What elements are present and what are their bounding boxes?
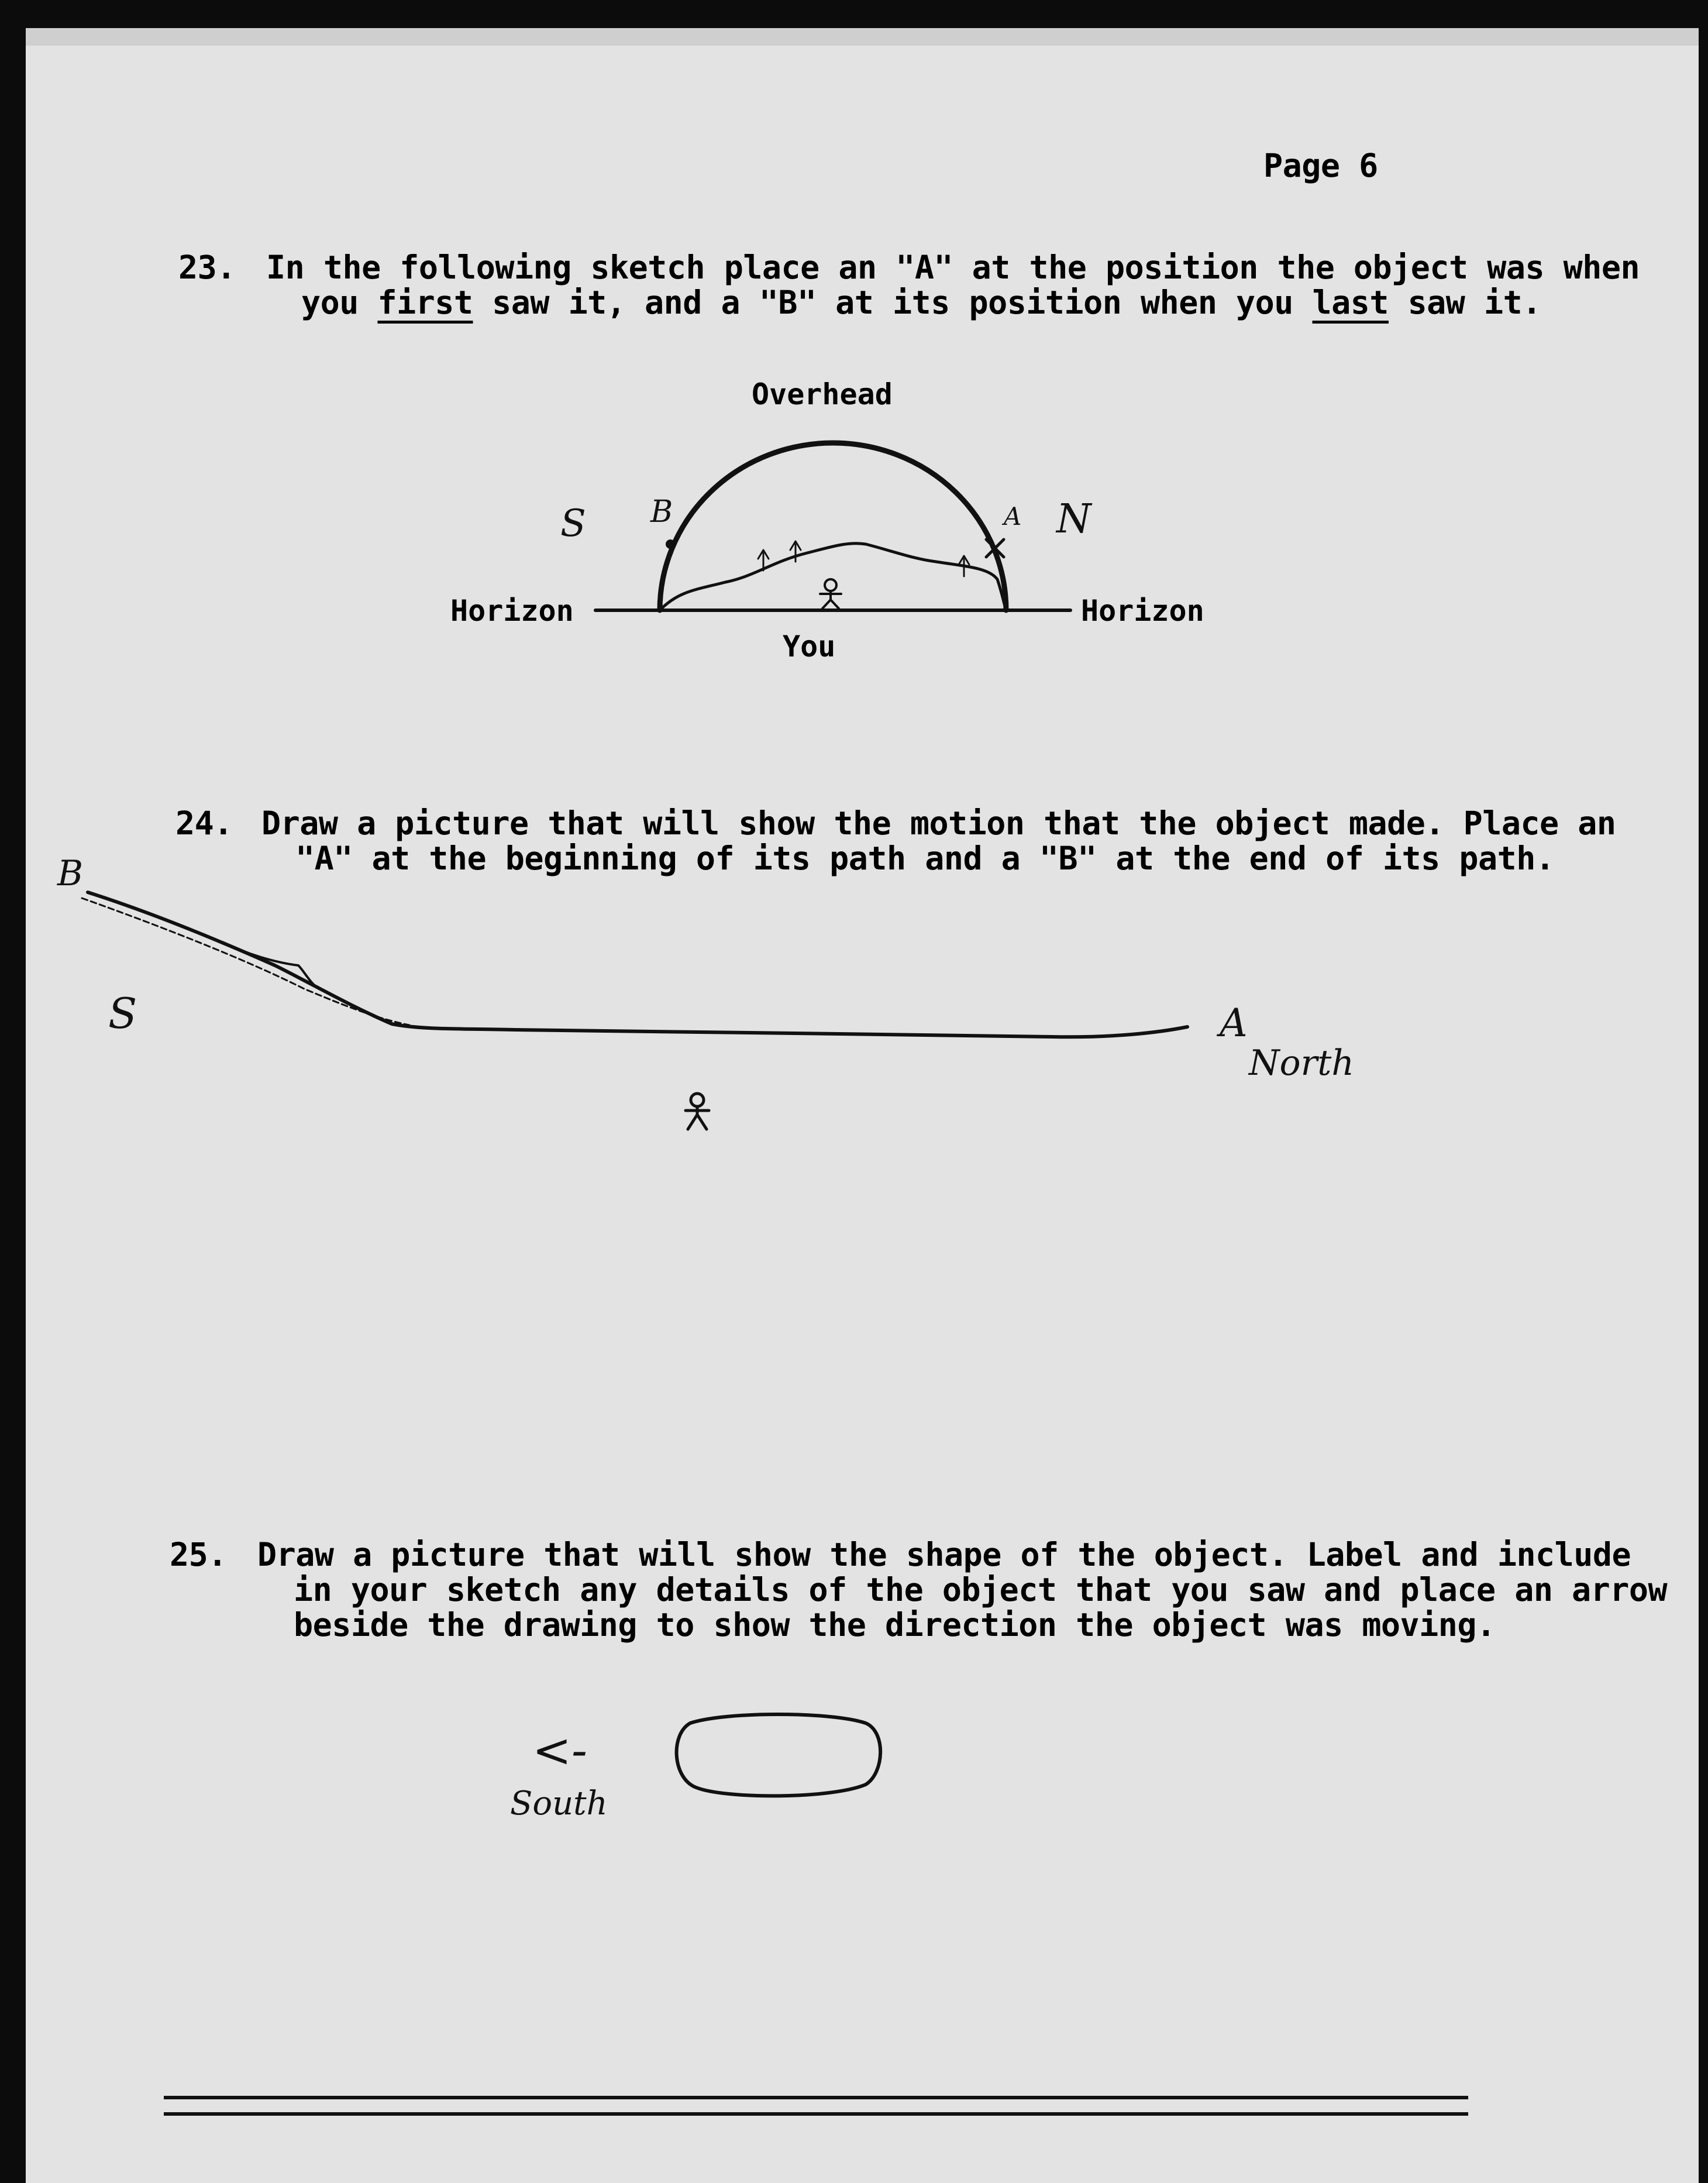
page-number: Page 6 <box>1263 147 1378 184</box>
q25-line3: beside the drawing to show the direction the object was moving. <box>294 1606 1496 1644</box>
handwritten-a-mark: A <box>1004 502 1022 531</box>
handwritten-s-direction: S <box>108 989 137 1038</box>
q23-first-underlined: first <box>377 284 473 321</box>
q23-line1: In the following sketch place an "A" at the position the object was when <box>266 249 1640 286</box>
handwritten-a-path-start: A <box>1220 1001 1248 1046</box>
q23-line2-part-a: you <box>301 284 378 321</box>
q25-line2: in your sketch any details of the object that you saw and place an arrow <box>294 1571 1668 1608</box>
horizon-right-label: Horizon <box>1081 594 1204 628</box>
you-label: You <box>783 630 836 664</box>
handwritten-south-label: South <box>510 1785 608 1823</box>
handwritten-n-label: N <box>1056 496 1091 542</box>
q23-last-underlined: last <box>1312 284 1389 321</box>
q25-number: 25. <box>170 1536 227 1573</box>
handwritten-s-label: S <box>560 502 586 545</box>
q24-line1: Draw a picture that will show the motion that the object made. Place an <box>261 805 1616 842</box>
q23-line2-part-c: saw it. <box>1388 284 1541 321</box>
q23-line2-part-b: saw it, and a "B" at its position when you <box>473 284 1313 321</box>
handwritten-north-direction: North <box>1249 1043 1355 1084</box>
handwritten-b-mark: B <box>650 494 673 530</box>
handwritten-b-path-end: B <box>57 853 84 894</box>
q23-number: 23. <box>178 249 236 286</box>
overhead-label: Overhead <box>752 377 893 411</box>
handwritten-direction-arrow: <- <box>532 1723 588 1778</box>
q25-line1: Draw a picture that will show the shape of the object. Label and include <box>257 1536 1631 1573</box>
horizon-left-label: Horizon <box>450 594 574 628</box>
q24-line2: "A" at the beginning of its path and a "B" at the end of its path. <box>295 840 1555 877</box>
q24-number: 24. <box>175 805 233 842</box>
